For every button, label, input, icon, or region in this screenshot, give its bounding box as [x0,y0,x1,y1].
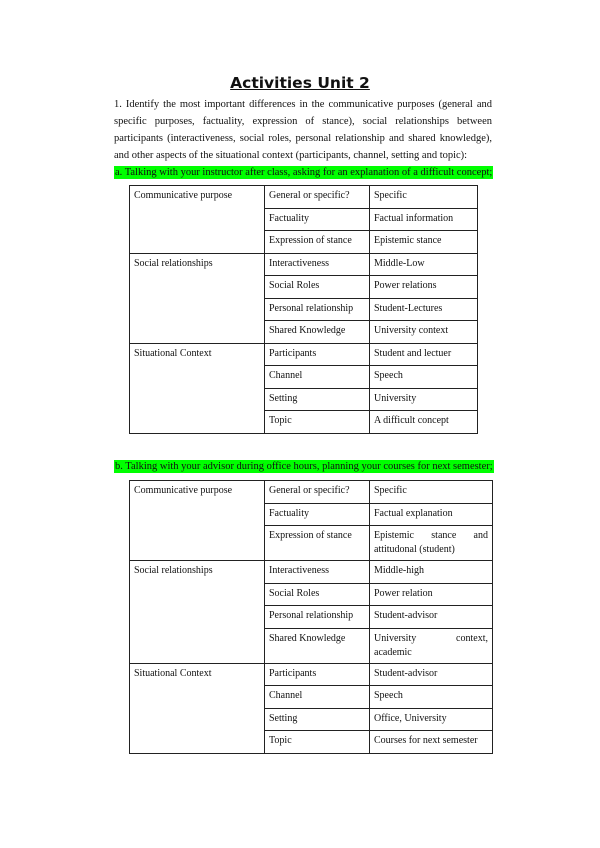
value-cell: Speech [370,686,493,709]
aspect-cell: General or specific? [265,481,370,504]
value-cell: Speech [370,366,478,389]
aspect-cell: Channel [265,686,370,709]
value-cell: Specific [370,481,493,504]
aspect-cell: Shared Knowledge [265,628,370,663]
group-label: Situational Context [130,343,265,433]
aspect-cell: Interactiveness [265,561,370,584]
table-row [130,343,478,366]
aspect-cell: Social Roles [265,583,370,606]
aspect-cell: Personal relationship [265,606,370,629]
aspect-cell: Participants [265,343,370,366]
aspect-cell: Setting [265,388,370,411]
value-cell: Factual explanation [370,503,493,526]
aspect-cell: Expression of stance [265,231,370,254]
value-cell: Middle-high [370,561,493,584]
aspect-cell: General or specific? [265,186,370,209]
value-cell: Courses for next semester [370,731,493,754]
group-label: Social relationships [130,253,265,343]
aspect-cell: Interactiveness [265,253,370,276]
section-b-heading: b. Talking with your advisor during office hours, planning your courses for next semester; [115,461,493,472]
value-cell: Middle-Low [370,253,478,276]
group-label: Social relationships [130,561,265,664]
value-cell: Power relations [370,276,478,299]
aspect-cell: Social Roles [265,276,370,299]
section-a-table [129,185,478,434]
page-title: Activities Unit 2 [230,74,370,92]
aspect-cell: Expression of stance [265,526,370,561]
aspect-cell: Shared Knowledge [265,321,370,344]
aspect-cell: Topic [265,731,370,754]
table-row [130,253,478,276]
value-cell: Epistemic stance and attitudonal (student) [370,526,493,561]
table-row [130,186,478,209]
table-row [130,561,493,584]
aspect-cell: Factuality [265,208,370,231]
aspect-cell: Factuality [265,503,370,526]
value-cell: Student and lectuer [370,343,478,366]
aspect-cell: Channel [265,366,370,389]
group-label: Situational Context [130,663,265,753]
instructions-paragraph: 1. Identify the most important differences in the communicative purposes (general and specific purposes, factuality, expression of stance), social relationships between participants (interactiveness, social roles, personal relationship and shared knowledge), and other aspects of the situational context (participants, channel, setting and topic): [114,99,492,161]
aspect-cell: Personal relationship [265,298,370,321]
value-cell: University context [370,321,478,344]
value-cell: University context, academic [370,628,493,663]
aspect-cell: Participants [265,663,370,686]
aspect-cell: Setting [265,708,370,731]
table-row [130,663,493,686]
section-b-table [129,480,493,754]
value-cell: A difficult concept [370,411,478,434]
value-cell: Factual information [370,208,478,231]
value-cell: Office, University [370,708,493,731]
table-row [130,481,493,504]
value-cell: Student-advisor [370,606,493,629]
value-cell: Power relation [370,583,493,606]
aspect-cell: Topic [265,411,370,434]
section-a-heading: a. Talking with your instructor after class, asking for an explanation of a difficult concept; [115,167,493,178]
value-cell: Student-Lectures [370,298,478,321]
value-cell: Epistemic stance [370,231,478,254]
value-cell: Student-advisor [370,663,493,686]
value-cell: University [370,388,478,411]
group-label: Communicative purpose [130,186,265,254]
group-label: Communicative purpose [130,481,265,561]
value-cell: Specific [370,186,478,209]
